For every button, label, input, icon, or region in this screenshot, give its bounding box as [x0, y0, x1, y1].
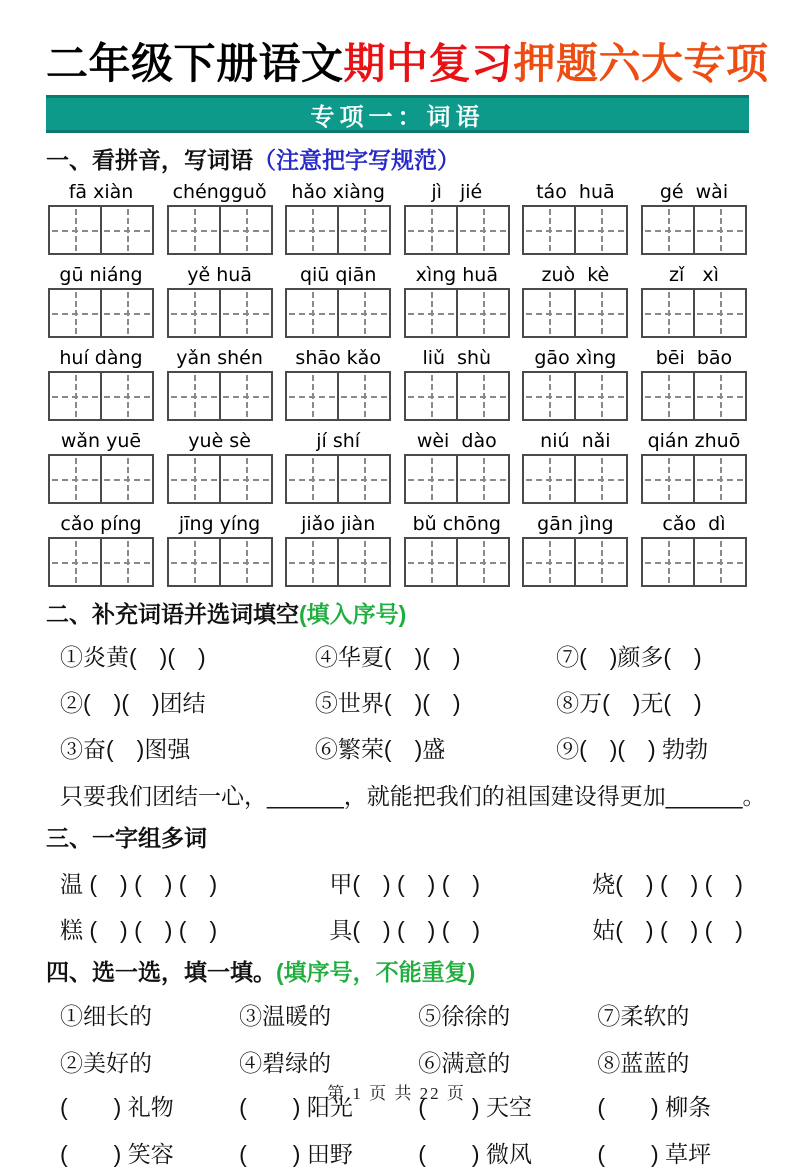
title-part-red: 期中复习 [343, 39, 514, 88]
writing-cell [456, 371, 510, 421]
writing-cell [48, 454, 102, 504]
pinyin-label: hǎo xiàng [291, 181, 385, 204]
writing-cell [693, 205, 747, 255]
blank-item: ( ) 柳条 [597, 1094, 712, 1121]
writing-grid [639, 205, 749, 255]
pinyin-word-block [165, 429, 275, 504]
pinyin-word-block [520, 429, 630, 504]
pinyin-label: cǎo dì [662, 513, 726, 536]
pinyin-word-block [520, 180, 630, 255]
writing-grid [283, 288, 393, 338]
pinyin-word-block [283, 180, 393, 255]
pinyin-word-block [46, 512, 156, 587]
word-building-group: 甲( ) ( ) ( ) [329, 871, 481, 898]
pinyin-word-block [520, 346, 630, 421]
section1-heading [46, 142, 749, 175]
writing-cell [167, 288, 221, 338]
page-title [46, 39, 769, 88]
pinyin-word-block [402, 180, 512, 255]
writing-grid [165, 288, 275, 338]
writing-grid [402, 454, 512, 504]
writing-cell [574, 371, 628, 421]
pinyin-word-block [639, 346, 749, 421]
pinyin-label: zuò kè [541, 264, 610, 287]
pinyin-word-block [402, 429, 512, 504]
writing-cell [167, 454, 221, 504]
writing-grid [639, 371, 749, 421]
writing-cell [337, 288, 391, 338]
pinyin-word-block [46, 346, 156, 421]
writing-grid [402, 537, 512, 587]
writing-grid [165, 454, 275, 504]
writing-grid [639, 288, 749, 338]
pinyin-label: qián zhuō [647, 430, 741, 453]
writing-cell [693, 371, 747, 421]
title-part-orange: 押题六大专项 [513, 39, 769, 88]
section2-heading [46, 596, 749, 629]
pinyin-word-block [165, 512, 275, 587]
writing-cell [100, 537, 154, 587]
word-building-group: 烧( ) ( ) ( ) [592, 871, 743, 898]
fill-word-item: ⑧万( )无( ) [556, 690, 702, 717]
option-item: ⑥满意的 [418, 1050, 511, 1077]
writing-cell [574, 537, 628, 587]
section2-heading-text: 二、补充词语并选词填空 [46, 601, 299, 628]
writing-cell [219, 454, 273, 504]
writing-grid [520, 288, 630, 338]
writing-grid [402, 288, 512, 338]
pinyin-label: yǎn shén [176, 347, 263, 370]
writing-grid [283, 371, 393, 421]
fill-word-item: ⑦( )颜多( ) [556, 644, 702, 671]
section3-row-1 [46, 866, 749, 899]
pinyin-label: xìng huā [415, 264, 498, 287]
section2-items [46, 639, 749, 764]
pinyin-word-block [639, 180, 749, 255]
writing-cell [574, 454, 628, 504]
pinyin-label: táo huā [536, 181, 615, 204]
blank-item: ( ) 微风 [418, 1141, 532, 1168]
word-building-group: 姑( ) ( ) ( ) [592, 917, 743, 944]
pinyin-label: fā xiàn [68, 181, 134, 204]
pinyin-word-block [165, 263, 275, 338]
pinyin-label: bǔ chōng [412, 513, 501, 536]
writing-cell [167, 371, 221, 421]
pinyin-label: jì jié [431, 181, 483, 204]
pinyin-row-5 [46, 512, 749, 587]
pinyin-row-4 [46, 429, 749, 504]
writing-cell [522, 371, 576, 421]
section2-sentence: 只要我们团结一心，______，就能把我们的祖国建设得更加______。 [60, 783, 766, 810]
option-item: ⑧蓝蓝的 [597, 1050, 690, 1077]
writing-cell [100, 371, 154, 421]
writing-cell [285, 454, 339, 504]
writing-cell [404, 454, 458, 504]
pinyin-word-block [639, 263, 749, 338]
writing-grid [520, 537, 630, 587]
writing-cell [100, 205, 154, 255]
writing-cell [48, 537, 102, 587]
writing-cell [167, 537, 221, 587]
writing-cell [641, 454, 695, 504]
pinyin-label: chéngguǒ [172, 181, 267, 204]
option-item: ①细长的 [60, 1003, 152, 1030]
fill-word-item: ④华夏( )( ) [314, 644, 461, 671]
writing-cell [693, 454, 747, 504]
blank-item: ( ) 笑容 [60, 1141, 174, 1168]
writing-cell [219, 371, 273, 421]
pinyin-word-block [639, 512, 749, 587]
writing-cell [404, 205, 458, 255]
pinyin-label: jiǎo jiàn [301, 513, 376, 536]
writing-cell [456, 205, 510, 255]
option-item: ②美好的 [60, 1050, 152, 1077]
pinyin-word-block [402, 512, 512, 587]
pinyin-label: yuè sè [188, 430, 251, 453]
writing-cell [641, 537, 695, 587]
writing-cell [100, 288, 154, 338]
writing-cell [404, 537, 458, 587]
pinyin-word-block [46, 180, 156, 255]
writing-cell [219, 288, 273, 338]
fill-word-item: ⑨( )( ) 勃勃 [556, 736, 709, 763]
blank-item: ( ) 草坪 [597, 1141, 712, 1168]
pinyin-label: gāo xìng [534, 347, 617, 370]
word-building-group: 具( ) ( ) ( ) [329, 917, 481, 944]
writing-grid [402, 371, 512, 421]
writing-cell [219, 205, 273, 255]
fill-word-item: ⑥繁荣( )盛 [314, 736, 446, 763]
page-number: 第 1 页 共 22 页 [327, 1084, 466, 1103]
pinyin-label: shāo kǎo [295, 347, 381, 370]
section2-note: (填入序号) [299, 601, 407, 628]
pinyin-label: gū niáng [59, 264, 143, 287]
pinyin-label: gān jìng [537, 513, 614, 536]
pinyin-word-block [283, 512, 393, 587]
pinyin-label: wǎn yuē [60, 430, 142, 453]
writing-grid [46, 288, 156, 338]
writing-cell [641, 205, 695, 255]
writing-cell [337, 205, 391, 255]
pinyin-word-block [283, 429, 393, 504]
pinyin-label: jí shí [316, 430, 361, 453]
option-item: ④碧绿的 [239, 1050, 332, 1077]
pinyin-word-block [283, 263, 393, 338]
section4-note: (填序号，不能重复) [276, 959, 476, 986]
writing-cell [337, 371, 391, 421]
writing-grid [283, 454, 393, 504]
writing-cell [48, 288, 102, 338]
fill-word-item: ③奋( )图强 [60, 736, 191, 763]
writing-cell [693, 288, 747, 338]
writing-cell [522, 288, 576, 338]
writing-grid [639, 454, 749, 504]
word-building-group: 糕 ( ) ( ) ( ) [60, 917, 218, 944]
section-banner-label: 专项一：词语 [310, 103, 485, 131]
pinyin-word-block [402, 263, 512, 338]
fill-word-item: ⑤世界( )( ) [314, 690, 461, 717]
blank-item: ( ) 礼物 [60, 1094, 174, 1121]
writing-cell [522, 454, 576, 504]
pinyin-label: gé wài [659, 181, 729, 204]
pinyin-label: wèi dào [416, 430, 497, 453]
pinyin-word-block [520, 263, 630, 338]
section4-heading-text: 四、选一选，填一填。 [46, 959, 276, 986]
writing-grid [165, 205, 275, 255]
writing-cell [48, 371, 102, 421]
pinyin-label: jīng yíng [178, 513, 261, 536]
word-building-group: 温 ( ) ( ) ( ) [60, 871, 218, 898]
section1-heading-text: 一、看拼音，写词语 [46, 147, 253, 174]
section3-row-2 [46, 912, 749, 945]
pinyin-word-block [165, 346, 275, 421]
section1-note: （注意把字写规范） [253, 147, 460, 174]
section4-options [46, 998, 749, 1078]
writing-grid [165, 371, 275, 421]
writing-cell [522, 205, 576, 255]
option-item: ③温暖的 [239, 1003, 332, 1030]
pinyin-label: liǔ shù [422, 347, 492, 370]
writing-grid [520, 454, 630, 504]
pinyin-word-block [46, 429, 156, 504]
writing-cell [693, 537, 747, 587]
writing-cell [522, 537, 576, 587]
pinyin-label: cǎo píng [60, 513, 142, 536]
writing-grid [46, 371, 156, 421]
writing-cell [641, 288, 695, 338]
option-item: ⑤徐徐的 [418, 1003, 511, 1030]
pinyin-row-2 [46, 263, 749, 338]
pinyin-label: bēi bāo [655, 347, 733, 370]
writing-grid [402, 205, 512, 255]
writing-cell [456, 454, 510, 504]
blank-item: ( ) 天空 [418, 1094, 532, 1121]
writing-cell [456, 288, 510, 338]
writing-cell [167, 205, 221, 255]
pinyin-word-block [402, 346, 512, 421]
section4-heading [46, 954, 749, 987]
pinyin-label: huí dàng [59, 347, 143, 370]
fill-word-item: ①炎黄( )( ) [60, 644, 206, 671]
pinyin-word-block [639, 429, 749, 504]
fill-word-item: ②( )( )团结 [60, 690, 206, 717]
pinyin-row-3 [46, 346, 749, 421]
writing-cell [100, 454, 154, 504]
writing-cell [404, 371, 458, 421]
writing-cell [337, 537, 391, 587]
writing-cell [285, 288, 339, 338]
writing-cell [641, 371, 695, 421]
writing-cell [574, 205, 628, 255]
writing-cell [404, 288, 458, 338]
writing-cell [48, 205, 102, 255]
writing-cell [285, 371, 339, 421]
option-item: ⑦柔软的 [597, 1003, 690, 1030]
writing-cell [456, 537, 510, 587]
section-banner [46, 95, 749, 133]
writing-grid [165, 537, 275, 587]
pinyin-label: zǐ xì [669, 264, 719, 287]
writing-cell [285, 537, 339, 587]
title-part-black: 二年级下册语文 [46, 39, 344, 88]
writing-grid [283, 537, 393, 587]
writing-grid [520, 371, 630, 421]
pinyin-word-block [520, 512, 630, 587]
writing-cell [337, 454, 391, 504]
pinyin-label: niú nǎi [540, 430, 611, 453]
writing-cell [219, 537, 273, 587]
pinyin-word-block [165, 180, 275, 255]
writing-grid [639, 537, 749, 587]
blank-item: ( ) 田野 [239, 1141, 353, 1168]
pinyin-word-block [283, 346, 393, 421]
writing-grid [46, 537, 156, 587]
blank-item: ( ) 阳光 [239, 1094, 353, 1121]
section3-heading: 三、一字组多词 [46, 825, 207, 852]
writing-grid [46, 454, 156, 504]
writing-cell [574, 288, 628, 338]
pinyin-label: yě huā [187, 264, 252, 287]
pinyin-label: qiū qiān [299, 264, 377, 287]
writing-grid [520, 205, 630, 255]
writing-grid [283, 205, 393, 255]
pinyin-word-block [46, 263, 156, 338]
writing-grid [46, 205, 156, 255]
writing-cell [285, 205, 339, 255]
pinyin-row-1 [46, 180, 749, 255]
